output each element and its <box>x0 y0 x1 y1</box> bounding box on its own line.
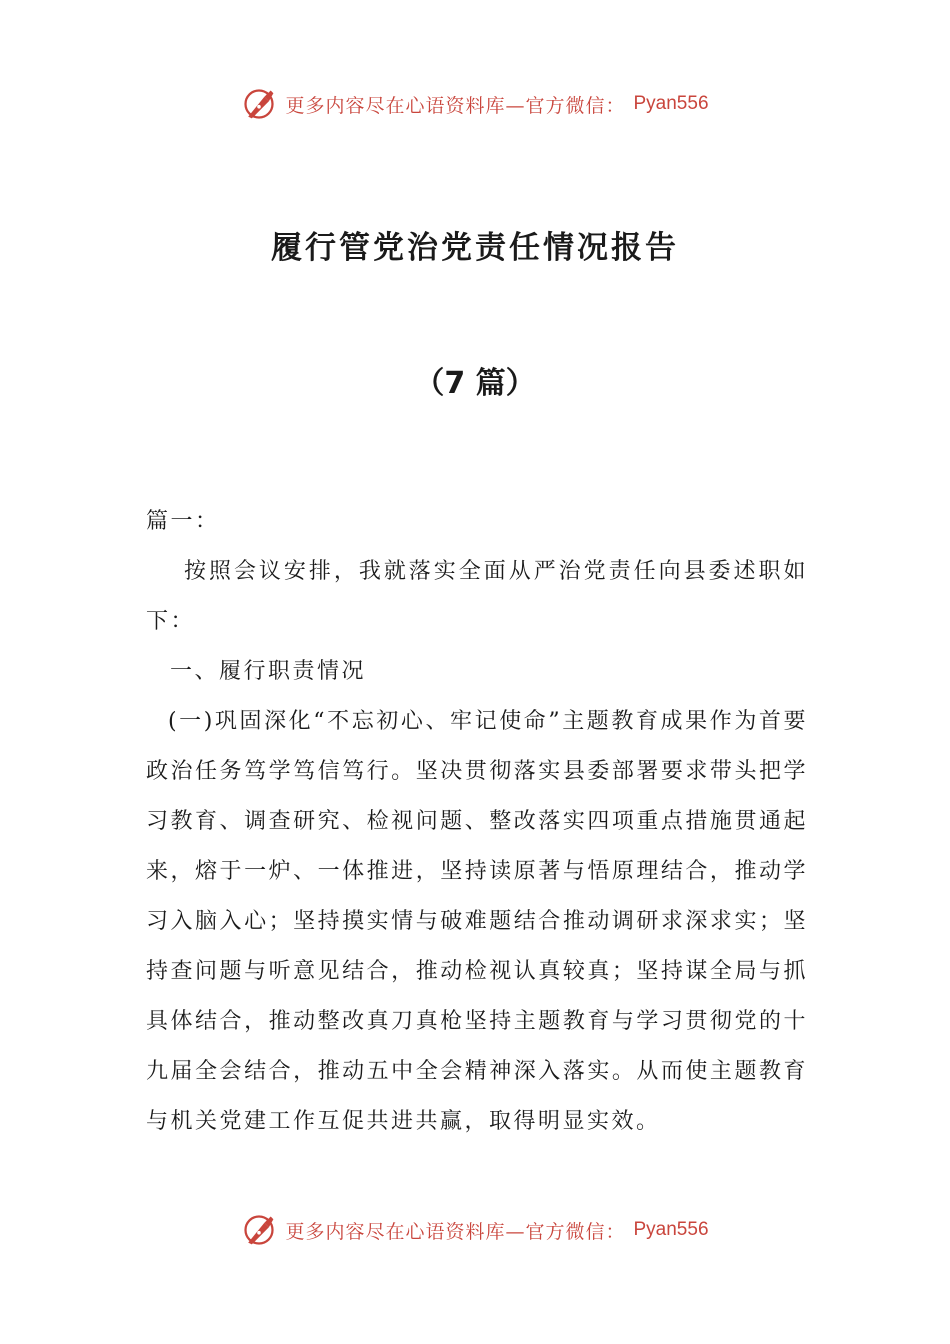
watermark-text: 更多内容尽在心语资料库—官方微信： <box>285 1220 626 1243</box>
watermark-wechat-id: Pyan556 <box>633 1219 709 1240</box>
watermark-header <box>0 82 950 126</box>
watermark-wechat-id: Pyan556 <box>633 93 709 114</box>
document-subtitle: （7 篇） <box>414 366 536 401</box>
section-heading: 一、履行职责情况 <box>170 659 367 684</box>
section-label: 篇一： <box>146 509 220 534</box>
pen-nib-logo-icon <box>241 1212 277 1248</box>
watermark-footer <box>0 1208 950 1252</box>
document-body <box>146 497 808 1147</box>
body-paragraph: (一)巩固深化“不忘初心、牢记使命”主题教育成果作为首要政治任务笃学笃信笃行。坚决贯彻落实县委部署要求带头把学习教育、调查研究、检视问题、整改落实四项重点措施贯通起来，熔于一炉、一体推进，坚持读原著与悟原理结合，推动学习入脑入心；坚持摸实情与破难题结合推动调研求深求实；坚持查问题与听意见结合，推动检视认真较真；坚持谋全局与抓具体结合，推动整改真刀真枪坚持主题教育与学习贯彻党的十九届全会结合，推动五中全会精神深入落实。从而使主题教育与机关党建工作互促共进共赢，取得明显实效。 <box>146 709 808 1134</box>
pen-nib-logo-icon <box>241 86 277 122</box>
document-title: 履行管党治党责任情况报告 <box>271 230 679 266</box>
intro-paragraph: 按照会议安排，我就落实全面从严治党责任向县委述职如下： <box>146 559 808 634</box>
watermark-text: 更多内容尽在心语资料库—官方微信： <box>285 94 626 117</box>
